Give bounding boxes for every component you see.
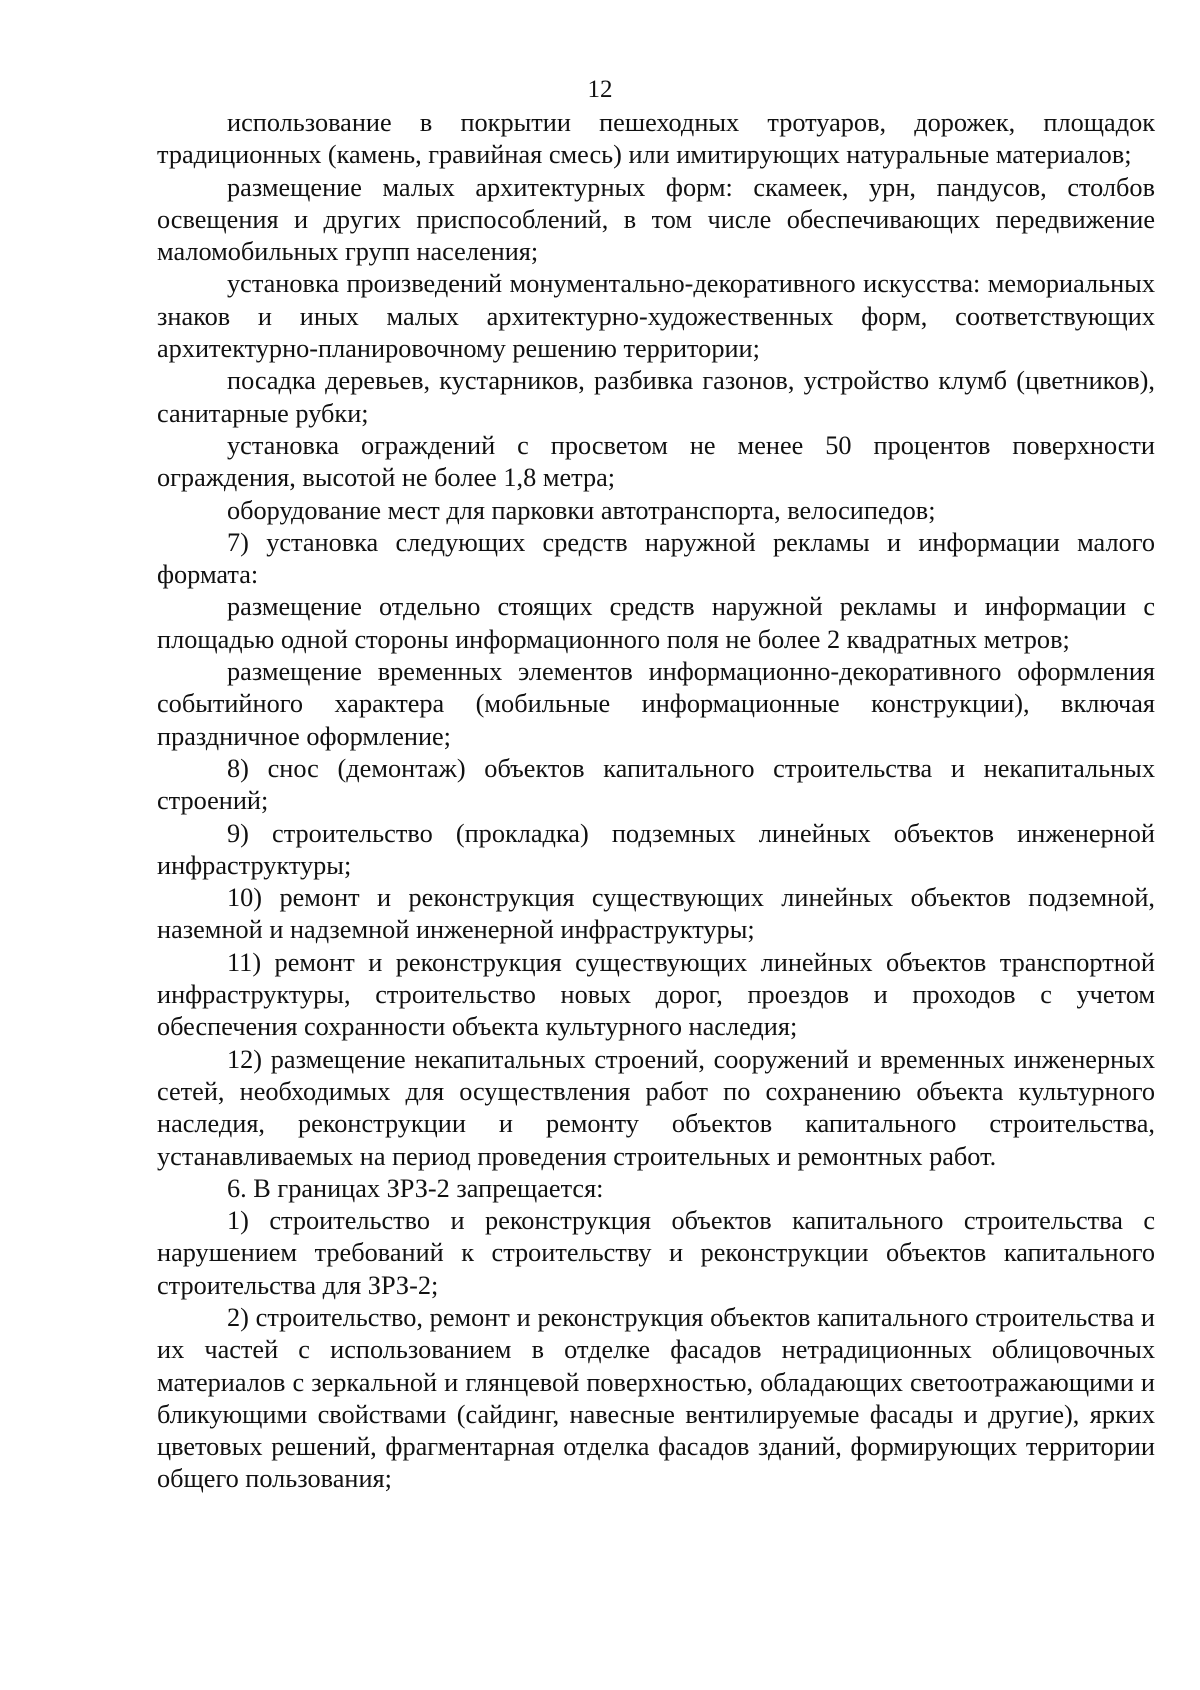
paragraph: 11) ремонт и реконструкция существующих линейных объектов транспортной инфраструктуры, строительство новых дорог, проездов и проходов с учетом обеспечения сохранности объекта культурного наследия; [157, 947, 1155, 1042]
paragraph: 9) строительство (прокладка) подземных линейных объектов инженерной инфраструктуры; [157, 818, 1155, 880]
paragraph: установка произведений монументально-декоративного искусства: мемориальных знаков и иных малых архитектурно-художественных форм, соответствующих архитектурно-планировочному решению территории; [157, 269, 1155, 364]
page-number: 12 [587, 76, 613, 103]
paragraph: 2) строительство, ремонт и реконструкция объектов капитального строительства и их частей с использованием в отделке фасадов нетрадиционных облицовочных материалов с зеркальной и глянцевой поверхностью, обладающих светоотражающими и бликующими свойствами (сайдинг, навесные вентилируемые фасады и другие), ярких цветовых решений, фрагментарная отделка фасадов зданий, формирующих территории общего пользования; [157, 1302, 1155, 1494]
paragraph: 6. В границах ЗРЗ-2 запрещается: [227, 1173, 604, 1203]
paragraph: оборудование мест для парковки автотранспорта, велосипедов; [227, 495, 936, 525]
paragraph: 12) размещение некапитальных строений, сооружений и временных инженерных сетей, необходимых для осуществления работ по сохранению объекта культурного наследия, реконструкции и ремонту объектов капитального строительства, устанавливаемых на период проведения строительных и ремонтных работ. [157, 1044, 1155, 1171]
paragraph: 7) установка следующих средств наружной рекламы и информации малого формата: [157, 527, 1155, 590]
paragraph: посадка деревьев, кустарников, разбивка газонов, устройство клумб (цветников), санитарные рубки; [157, 366, 1155, 428]
paragraph: использование в покрытии пешеходных тротуаров, дорожек, площадок традиционных (камень, гравийная смесь) или имитирующих натуральные материалов; [157, 108, 1155, 170]
document-body [157, 107, 1155, 1496]
paragraph: размещение отдельно стоящих средств наружной рекламы и информации с площадью одной стороны информационного поля не более 2 квадратных метров; [157, 592, 1155, 654]
paragraph: установка ограждений с просветом не менее 50 процентов поверхности ограждения, высотой не более 1,8 метра; [157, 430, 1155, 493]
paragraph: 8) снос (демонтаж) объектов капитального строительства и некапитальных строений; [157, 753, 1155, 816]
paragraph: 10) ремонт и реконструкция существующих линейных объектов подземной, наземной и надземной инженерной инфраструктуры; [157, 883, 1155, 945]
paragraph: размещение малых архитектурных форм: скамеек, урн, пандусов, столбов освещения и других приспособлений, в том числе обеспечивающих передвижение маломобильных групп населения; [157, 172, 1155, 267]
paragraph: размещение временных элементов информационно-декоративного оформления событийного характера (мобильные информационные конструкции), включая праздничное оформление; [157, 657, 1155, 751]
paragraph: 1) строительство и реконструкция объектов капитального строительства с нарушением требований к строительству и реконструкции объектов капитального строительства для ЗРЗ-2; [157, 1206, 1155, 1300]
